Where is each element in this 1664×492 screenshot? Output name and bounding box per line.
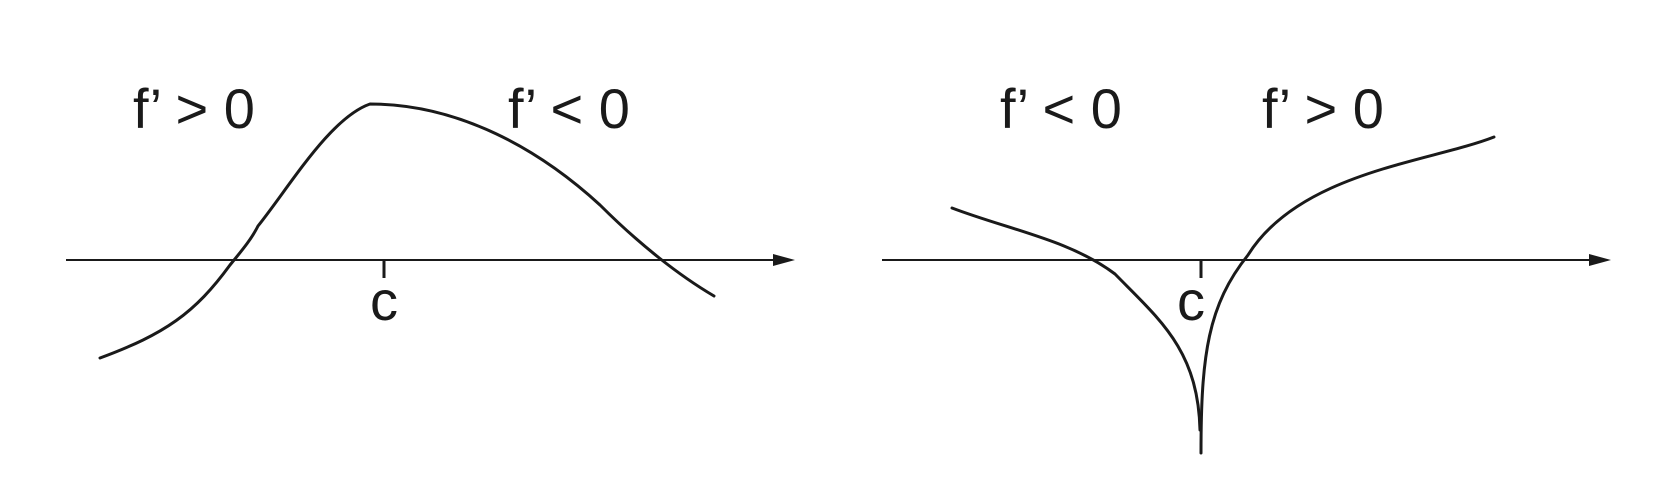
curve-local-maximum <box>100 104 714 358</box>
x-axis-arrow-left <box>773 254 795 266</box>
label-f-prime-negative-right: f’ < 0 <box>508 77 630 140</box>
label-f-prime-negative-left: f’ < 0 <box>1000 77 1122 140</box>
label-f-prime-positive-right: f’ > 0 <box>1262 77 1384 140</box>
point-label-c-right: c <box>1177 269 1205 332</box>
point-label-c-left: c <box>370 269 398 332</box>
x-axis-arrow-right <box>1589 254 1611 266</box>
panel-local-minimum <box>882 77 1611 453</box>
curve-left-branch <box>952 208 1200 430</box>
panel-local-maximum <box>66 77 795 358</box>
curve-right-branch <box>1201 137 1494 453</box>
label-f-prime-positive-left: f’ > 0 <box>133 77 255 140</box>
